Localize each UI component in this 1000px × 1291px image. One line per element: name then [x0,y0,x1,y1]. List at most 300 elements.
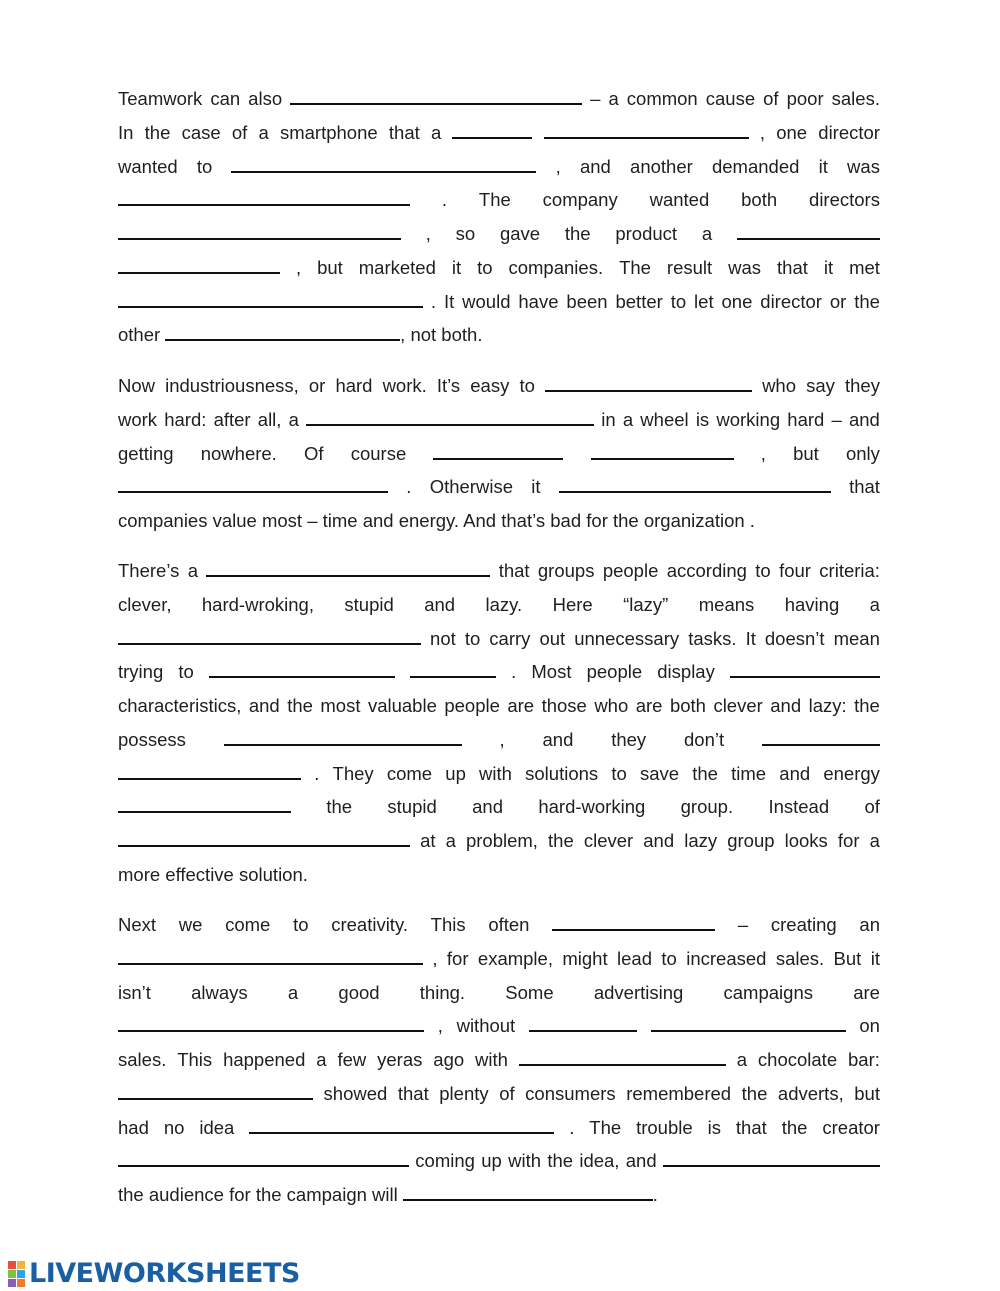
word: the [287,695,313,716]
logo-square [8,1279,16,1287]
word: characteristics, [118,695,242,716]
word: of [864,796,880,818]
word: increased [686,947,767,969]
text-line [118,1009,880,1043]
word: who [594,695,629,716]
word: nowhere. [200,442,277,464]
word: happened [223,1049,306,1070]
word: display [657,661,715,683]
word: the [854,695,880,716]
word: the audience for the campaign will [118,1184,398,1205]
word: They [332,762,374,784]
word: example, [477,947,553,969]
answer-blank[interactable] [410,657,496,678]
word: but [317,256,343,278]
word: . [406,476,412,498]
answer-blank[interactable] [118,1146,409,1167]
word: and [625,1150,657,1172]
word: that [498,560,530,581]
answer-blank[interactable] [651,1011,846,1032]
word: but [854,1082,880,1104]
word: people [586,661,643,683]
word: clever, [118,593,172,615]
word: , [295,256,302,278]
answer-blank[interactable] [737,219,880,240]
text-line [118,150,880,184]
word: – [831,408,842,430]
word: had [118,1116,149,1138]
answer-blank[interactable] [544,118,749,139]
text-line [118,318,880,352]
text-line [118,554,880,588]
word: groups [537,560,595,581]
word: carry [489,627,531,649]
word: we [178,914,203,935]
word: getting [118,442,174,464]
word: Some [505,981,554,1003]
word: , [499,728,505,750]
text-line [118,689,880,723]
text-line [118,403,880,437]
logo-text: LIVEWORKSHEETS [29,1258,300,1289]
word: and [472,796,503,818]
word: means [698,593,755,615]
word: the [781,1116,808,1138]
word: It’s [436,375,461,396]
word: that [849,476,880,498]
word: often [488,914,530,935]
word: no [163,1116,185,1138]
word: , [425,223,431,244]
word: product [615,223,678,244]
logo-square [8,1261,16,1269]
answer-blank[interactable] [118,287,423,308]
word: wheel [640,408,689,430]
word: a [869,830,880,851]
word: also [248,88,283,109]
word: up [481,1150,502,1172]
word: course [350,442,407,464]
answer-blank[interactable] [118,219,401,240]
word: who [762,375,797,396]
word: come [225,914,271,935]
answer-blank[interactable] [118,185,410,206]
word: possess [118,728,186,750]
word: energy [823,762,880,784]
word: that [397,1082,429,1104]
word: companies value most – time and energy. And that’s bad for the organization . [118,510,755,531]
answer-blank[interactable] [249,1113,554,1134]
word: . [430,290,437,312]
word: result [666,256,713,278]
word: coming [415,1150,475,1172]
word: unnecessary [574,627,680,649]
word: a [622,408,634,430]
answer-blank[interactable] [118,1079,313,1100]
word: they [611,728,647,750]
word: better [615,290,663,312]
word: lazy. [485,593,523,615]
word: those [541,695,587,716]
word: and [579,155,611,177]
word: people [602,560,659,581]
answer-blank[interactable] [118,1011,424,1032]
text-line [118,655,880,689]
logo-square [17,1270,25,1278]
word: a [316,1049,327,1070]
word: in [601,408,616,430]
word: Teamwork [118,88,203,109]
logo-icon [8,1261,25,1287]
answer-blank[interactable] [209,657,395,678]
text-line [118,622,880,656]
word: another [630,155,693,177]
word: Here [552,593,593,615]
word: mean [833,627,880,649]
word: and [424,593,456,615]
word: stupid [344,593,394,615]
text-line [118,790,880,824]
word: The [478,189,511,211]
word: it [531,476,541,498]
word: lazy: [808,695,847,716]
answer-blank[interactable] [433,439,563,460]
text-line [118,588,880,622]
text-line [118,217,880,251]
word: lazy [684,830,718,851]
word: it [823,256,834,278]
word: creativity. [331,914,408,935]
word: ago [433,1049,465,1070]
answer-blank[interactable] [290,84,582,105]
word: and [542,728,574,750]
answer-blank[interactable] [552,910,715,931]
word: sales. [831,88,880,109]
word: four [779,560,811,581]
word: adverts, [777,1082,844,1104]
word: work. [382,375,427,396]
word: not [430,627,456,649]
text-line [118,504,880,538]
blank-group [165,318,482,352]
text-line [118,437,880,471]
word: hard [335,375,373,396]
word: but [793,442,819,464]
word: they [845,375,880,396]
word: Next [118,914,157,935]
word: a [736,1049,748,1070]
word: the [692,762,718,784]
word: the [547,1150,574,1172]
word: a [287,981,299,1003]
word: are [853,981,880,1003]
word: remembered [626,1082,732,1104]
word: . [569,1116,575,1138]
word: is [707,1116,721,1138]
text-line [118,285,880,319]
word: – [590,88,601,109]
word: to [196,155,213,177]
word: clever [583,830,634,851]
word: of [499,1082,515,1104]
word: out [539,627,566,649]
answer-blank[interactable] [118,624,421,645]
text-line [118,757,880,791]
text-line [118,1144,880,1178]
word: for [446,947,469,969]
word: was [728,256,762,278]
answer-blank[interactable] [118,472,388,493]
word: to [611,762,627,784]
answer-blank[interactable] [559,472,831,493]
word: most [320,695,361,716]
word: advertising [593,981,684,1003]
word: Otherwise [429,476,513,498]
word: Of [304,442,324,464]
word: are [635,695,663,716]
word: valuable [367,695,437,716]
word: looks [784,830,828,851]
word: , [432,947,438,969]
word: a [288,408,299,430]
word: all, [257,408,282,430]
word: a [445,830,456,851]
word: to [519,375,535,396]
answer-blank[interactable] [118,944,423,965]
logo-square [17,1261,25,1269]
word: This [430,914,466,935]
word: idea [199,1116,235,1138]
answer-blank[interactable] [118,759,301,780]
word: isn’t [118,981,151,1003]
answer-blank[interactable] [118,253,280,274]
word: It [443,290,455,312]
word: creating [770,914,837,935]
answer-blank[interactable] [452,118,532,139]
word: save [639,762,680,784]
text-line [118,723,880,757]
text-line [118,1077,880,1111]
word: director [760,290,822,312]
word: consumers [525,1082,616,1104]
text-line [118,1178,880,1212]
answer-blank[interactable] [529,1011,637,1032]
word: of [763,88,779,109]
word: a [430,121,442,143]
word: a [869,593,880,615]
word: case [181,121,221,143]
word: both [669,695,706,716]
word: good [338,981,380,1003]
answer-blank[interactable] [591,439,734,460]
word: sales. [775,947,825,969]
text-line [118,858,880,892]
word: tasks. [688,627,737,649]
word: to [178,661,194,683]
word: chocolate [757,1049,838,1070]
word: let [694,290,714,312]
word: cause [705,88,756,109]
word: a [258,121,269,143]
word: the [854,290,880,312]
word: wanted [118,155,178,177]
word: it [870,947,880,969]
text-line [118,824,880,858]
word: , [555,155,561,177]
word: poor [786,88,824,109]
text-line [118,908,880,942]
word: trying [118,661,164,683]
answer-blank[interactable] [762,725,880,746]
word: the [548,830,574,851]
word: marketed [358,256,436,278]
word: Now [118,375,156,396]
word: lead [617,947,652,969]
word: , [759,121,765,143]
answer-blank[interactable] [206,556,490,577]
logo-square [8,1270,16,1278]
word: group. [680,796,734,818]
answer-blank[interactable] [519,1045,726,1066]
word: plenty [439,1082,489,1104]
word: up [445,762,466,784]
word: group [727,830,775,851]
word: to [670,290,687,312]
word: been [566,290,608,312]
logo-square [17,1279,25,1287]
word: to [293,914,309,935]
word: at [420,830,436,851]
word: or [829,290,847,312]
word: demanded [711,155,800,177]
word: come [386,762,433,784]
word: , [760,442,766,464]
word: creator [822,1116,880,1138]
text-line [118,470,880,504]
word: the [564,223,591,244]
word: . [314,762,320,784]
text-line [118,251,880,285]
word: companies. [508,256,604,278]
answer-blank[interactable] [231,152,536,173]
word: for [837,830,860,851]
word: director [818,121,880,143]
word: having [784,593,840,615]
text-line [118,1043,880,1077]
word: a [187,560,198,581]
word: after [213,408,251,430]
answer-blank[interactable] [663,1146,880,1167]
word: hard-wroking, [201,593,314,615]
word: with [508,1150,542,1172]
answer-blank[interactable] [306,405,594,426]
blank-group [403,1178,658,1212]
answer-blank[interactable] [730,657,880,678]
word: easy [470,375,510,396]
word: both [741,189,778,211]
answer-blank[interactable] [118,792,291,813]
word: the [741,1082,768,1104]
word: showed [323,1082,388,1104]
word: . [652,1184,658,1205]
word: and [770,695,802,716]
answer-blank[interactable] [545,371,752,392]
word: have [518,290,559,312]
word: , not both. [400,324,483,346]
text-line [118,942,880,976]
word: sales. [118,1049,167,1070]
word: met [849,256,880,278]
word: time [731,762,767,784]
word: and [248,695,280,716]
word: and [643,830,675,851]
liveworksheets-logo [8,1258,300,1289]
word: to [755,560,771,581]
word: The [589,1116,622,1138]
word: it [451,256,462,278]
word: bar: [848,1049,880,1070]
word: is [695,408,710,430]
text-line [118,976,880,1010]
word: that [777,256,808,278]
word: so [455,223,476,244]
answer-blank[interactable] [224,725,462,746]
word: and [848,408,880,430]
word: working [716,408,781,430]
word: gave [499,223,541,244]
word: There’s [118,560,180,581]
word: a [701,223,713,244]
word: to [661,947,677,969]
word: thing. [419,981,466,1003]
word: But [833,947,862,969]
word: was [847,155,880,177]
word: problem, [465,830,538,851]
answer-blank[interactable] [165,320,400,341]
word: without [456,1015,516,1037]
word: yeras [377,1049,423,1070]
word: The [619,256,651,278]
word: . [441,189,448,211]
word: stupid [387,796,437,818]
word: hard [787,408,825,430]
word: It [745,627,756,649]
text-line [118,1111,880,1145]
word: one [721,290,753,312]
answer-blank[interactable] [118,826,410,847]
text-line [118,183,880,217]
word: – [737,914,749,935]
word: a [608,88,619,109]
word: the [326,796,353,818]
word: the [144,121,171,143]
word: on [859,1015,880,1037]
word: according [666,560,747,581]
word: clever [713,695,763,716]
word: . [511,661,517,683]
word: hard: [164,408,207,430]
text-line [118,116,880,150]
answer-blank[interactable] [403,1180,653,1201]
word: to [464,627,481,649]
word: people [444,695,500,716]
word: directors [809,189,880,211]
word: and [779,762,811,784]
word: with [479,762,512,784]
word: only [845,442,880,464]
word: might [562,947,608,969]
word: can [210,88,241,109]
